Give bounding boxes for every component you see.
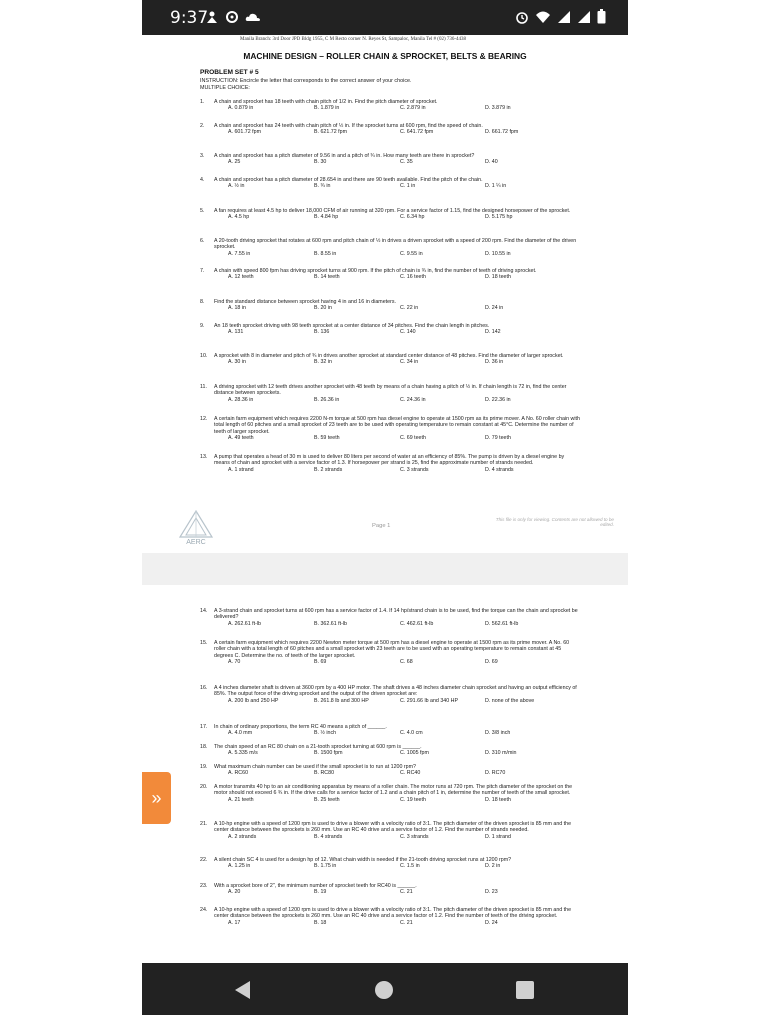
question-item <box>200 153 580 166</box>
option-b: B. 621.72 fpm <box>314 129 347 136</box>
wifi-icon <box>535 10 551 24</box>
question-number: 24. <box>200 907 208 913</box>
question-number: 20. <box>200 784 208 790</box>
option-a: A. 30 in <box>228 359 246 366</box>
question-item <box>200 299 580 312</box>
document-viewer[interactable] <box>142 35 628 963</box>
option-d: D. 310 m/min <box>485 750 517 757</box>
option-b: B. 1.75 in <box>314 863 337 870</box>
question-item <box>200 640 580 665</box>
alarm-icon <box>515 10 529 24</box>
option-d: D. 24 <box>485 919 498 926</box>
option-d: D. 24 in <box>485 305 504 312</box>
question-item <box>200 177 580 190</box>
recents-square-icon[interactable] <box>514 979 536 1001</box>
question-number: 14. <box>200 608 208 614</box>
battery-icon <box>597 9 606 24</box>
option-d: D. 69 <box>485 658 498 665</box>
option-d: D. 2 in <box>485 863 501 870</box>
question-text: A 20-tooth driving sprocket that rotates at 600 rpm and pitch chain of ½ in drives a driven sprocket with a speed of 200 rpm. Find the diameter of the driven sprocket. <box>214 238 577 251</box>
question-item <box>200 764 580 777</box>
question-text: What maximum chain number can be used if the small sprocket is to run at 1200 rpm? <box>214 764 416 770</box>
page-2 <box>142 585 628 963</box>
question-number: 12. <box>200 416 208 422</box>
question-item <box>200 384 580 403</box>
option-d: D. 1 ¼ in <box>485 183 507 190</box>
question-text: A 10-hp engine with a speed of 1200 rpm is used to drive a blower with a velocity ratio of 3:1. The pitch diameter of the driven sprocket is 85 mm and the center distance between the sprockets is 260 mm. Use an RC 40 drive and a service factor of 1.2. Find the number of strands needed. <box>214 821 572 834</box>
option-c: C. 35 <box>400 159 413 166</box>
option-d: D. 4 strands <box>485 466 514 473</box>
home-circle-icon[interactable] <box>373 979 395 1001</box>
question-number: 16. <box>200 685 208 691</box>
option-a: A. RC60 <box>228 770 249 777</box>
question-text: A chain and sprocket has 24 teeth with chain pitch of ½ in. If the sprocket turns at 600 rpm, find the speed of chain. <box>214 123 483 129</box>
signal-icon <box>557 10 571 24</box>
option-d: D. 18 teeth <box>485 274 511 281</box>
option-c: C. 19 teeth <box>400 796 426 803</box>
question-text: A motor transmits 40 hp to an air conditioning apparatus by means of a roller chain. The motor runs at 720 rpm. The pitch diameter of the sprocket on the motor should not exceed 6 ¾ in. If the drive calls for a service factor of 1.2 and a chain pitch of 1 in, determine the number of teeth of the small sprocket. <box>214 784 573 797</box>
question-item <box>200 454 580 473</box>
instruction-text: INSTRUCTION: Encircle the letter that corresponds to the correct answer of your choice. <box>200 78 412 84</box>
answer-options <box>228 274 580 281</box>
question-item <box>200 907 580 926</box>
answer-options <box>228 329 580 336</box>
question-item <box>200 857 580 870</box>
question-text: A pump that operates a head of 30 m is used to deliver 80 liters per second of water at an efficiency of 85%. The pump is driven by a diesel engine by means of chain and sprocket with a service factor of 1.3. If horsepower per strand is 25, find the approximate number of strands needed. <box>214 454 565 467</box>
answer-options <box>228 834 580 841</box>
multiple-choice-label: MULTIPLE CHOICE: <box>200 85 250 91</box>
option-d: D. 562.61 ft-lb <box>485 620 519 627</box>
option-b: B. 19 <box>314 889 327 896</box>
side-panel-toggle[interactable] <box>142 772 171 824</box>
option-a: A. 21 teeth <box>228 796 254 803</box>
option-b: B. 14 teeth <box>314 274 340 281</box>
option-c: C. 641.72 fpm <box>400 129 434 136</box>
option-d: D. 40 <box>485 159 498 166</box>
question-text: A 10-hp engine with a speed of 1200 rpm is used to drive a blower with a velocity ratio of 3:1. The pitch diameter of the driven sprocket is 85 mm and the center distance between the sprockets is 260 mm. Use an RC 40 drive and a service factor of 1.2. Find the number of teeth of the driving sprocket. <box>214 907 572 920</box>
answer-options <box>228 750 580 757</box>
option-a: A. 0.879 in <box>228 105 254 112</box>
option-c: C. 140 <box>400 329 416 336</box>
question-text: A chain and sprocket has a pitch diameter of 9.56 in and a pitch of ¾ in. How many teeth are there in sprocket? <box>214 153 475 159</box>
question-item <box>200 99 580 112</box>
answer-options <box>228 435 580 442</box>
answer-options <box>228 659 580 666</box>
answer-options <box>228 621 580 628</box>
person-upload-icon <box>205 10 219 24</box>
question-text: A sprocket with 8 in diameter and pitch of ¾ in drives another sprocket at standard center distance of 48 pitches. Find the diameter of larger sprocket. <box>214 353 564 359</box>
question-number: 6. <box>200 238 205 244</box>
option-c: C. 291.66 lb and 340 HP <box>400 697 459 704</box>
question-item <box>200 208 580 221</box>
option-c: C. 1 in <box>400 183 416 190</box>
answer-options <box>228 183 580 190</box>
option-d: D. 3.879 in <box>485 105 511 112</box>
question-number: 15. <box>200 640 208 646</box>
option-a: A. 5.335 m/s <box>228 750 258 757</box>
answer-options <box>228 797 580 804</box>
question-number: 11. <box>200 384 207 390</box>
option-b: B. 32 in <box>314 359 332 366</box>
question-number: 23. <box>200 883 208 889</box>
option-b: B. ½ inch <box>314 730 337 737</box>
question-text: A certain farm equipment which requires 2200 Newton meter torque at 500 rpm has a diesel engine to operate at 1500 rpm as its prime mover. A No. 60 roller chain with a total length of 60 pitches and a small sprocket with 23 teeth are to be used with an operating temperature to remain constant at 45 degrees C. Determine the no. of teeth of the larger sprocket. <box>214 640 570 659</box>
question-text: A certain farm equipment which requires 2200 N-m torque at 500 rpm has diesel engine to operate at 1500 rpm as its prime mover. A No. 60 roller chain with total length of 60 pitches and a small sprocket of 23 teeth are to be used with operating temperature to remain constant at 45°C. Determine the number of teeth of larger sprocket. <box>214 416 580 435</box>
option-b: B. 136 <box>314 329 330 336</box>
answer-options <box>228 214 580 221</box>
question-number: 21. <box>200 821 208 827</box>
option-d: D. 18 teeth <box>485 796 511 803</box>
answer-options <box>228 359 580 366</box>
question-number: 7. <box>200 268 205 274</box>
question-text: A fan requires at least 4.5 hp to deliver 18,000 CFM of air running at 320 rpm. For a service factor of 1.15, find the designed horsepower of the sprocket. <box>214 208 571 214</box>
page-1 <box>142 35 628 553</box>
option-a: A. 12 teeth <box>228 274 254 281</box>
back-triangle-icon[interactable] <box>232 979 254 1001</box>
cloud-icon <box>245 10 261 24</box>
option-b: B. ¾ in <box>314 183 331 190</box>
option-a: A. 25 <box>228 159 241 166</box>
option-c: C. 16 teeth <box>400 274 426 281</box>
question-item <box>200 353 580 366</box>
question-text: A silent chain SC 4 is used for a design hp of 12. What chain width is needed if the 21-tooth driving sprocket runs at 1200 rpm? <box>214 857 512 863</box>
option-c: C. 3 strands <box>400 466 429 473</box>
question-text: The chain speed of an RC 80 chain on a 21-tooth sprocket turning at 600 rpm is ______. <box>214 744 422 750</box>
option-d: D. 36 in <box>485 359 504 366</box>
option-a: A. 20 <box>228 889 241 896</box>
question-text: A 4 inches diameter shaft is driven at 3600 rpm by a 400 HP motor. The shaft drives a 48 inches diameter chain sprocket and having an output efficiency of 85%. The output force of the driving sprocket and the output of the driven sprocket are: <box>214 685 577 698</box>
option-d: D. 1 strand <box>485 833 511 840</box>
option-c: C. 69 teeth <box>400 434 426 441</box>
answer-options <box>228 129 580 136</box>
option-a: A. 601.72 fpm <box>228 129 261 136</box>
option-d: D. 661.72 fpm <box>485 129 519 136</box>
double-chevron-right-icon: » <box>151 788 162 808</box>
option-b: B. 59 teeth <box>314 434 340 441</box>
sync-icon <box>225 10 239 24</box>
answer-options <box>228 730 580 737</box>
question-number: 19. <box>200 764 208 770</box>
question-item <box>200 416 580 441</box>
option-a: A. 17 <box>228 919 241 926</box>
question-item <box>200 883 580 896</box>
answer-options <box>228 467 580 474</box>
option-b: B. 261.8 lb and 300 HP <box>314 697 369 704</box>
option-b: B. 26.36 in <box>314 396 340 403</box>
option-a: A. ½ in <box>228 183 245 190</box>
option-c: C. 3 strands <box>400 833 429 840</box>
question-item <box>200 744 580 757</box>
option-a: A. 262.61 ft-lb <box>228 620 261 627</box>
option-b: B. 4 strands <box>314 833 343 840</box>
option-d: D. RC70 <box>485 770 506 777</box>
option-c: C. 2.879 in <box>400 105 426 112</box>
option-a: A. 200 lb and 250 HP <box>228 697 279 704</box>
question-text: Find the standard distance between sprocket having 4 in and 16 in diameters. <box>214 299 396 305</box>
answer-options <box>228 889 580 896</box>
aerc-logo <box>178 509 214 545</box>
view-only-notice: This file is only for viewing. Contents are not allowed to be edited. <box>495 517 614 527</box>
question-item <box>200 323 580 336</box>
problem-set-heading: PROBLEM SET # 5 <box>200 69 259 76</box>
option-a: A. 70 <box>228 658 241 665</box>
option-c: C. 21 <box>400 889 413 896</box>
answer-options <box>228 698 580 705</box>
status-time: 9:37 <box>170 8 209 28</box>
option-d: D. 10.55 in <box>485 250 511 257</box>
question-text: A chain with speed 800 fpm has driving sprocket turns at 900 rpm. If the pitch of chain is ¾ in, find the number of teeth of driving sprocket. <box>214 268 537 274</box>
question-number: 17. <box>200 724 208 730</box>
answer-options <box>228 770 580 777</box>
answer-options <box>228 251 580 258</box>
option-c: C. 21 <box>400 919 413 926</box>
question-item <box>200 685 580 704</box>
question-number: 13. <box>200 454 208 460</box>
option-c: C. 9.55 in <box>400 250 423 257</box>
status-bar <box>142 0 628 35</box>
option-c: C. RC40 <box>400 770 421 777</box>
question-text: An 18 teeth sprocket driving with 98 teeth sprocket at a center distance of 34 pitches. Find the chain length in pitches. <box>214 323 490 329</box>
option-d: D. 5.175 hp <box>485 214 513 221</box>
question-text: With a sprocket bore of 2", the minimum number of sprocket teeth for RC40 is ______. <box>214 883 417 889</box>
option-c: C. 1.5 in <box>400 863 420 870</box>
option-c: C. 68 <box>400 658 413 665</box>
option-b: B. 69 <box>314 658 327 665</box>
question-number: 4. <box>200 177 205 183</box>
option-c: C. 1005 fpm <box>400 750 429 757</box>
answer-options <box>228 105 580 112</box>
question-item <box>200 724 580 737</box>
question-item <box>200 123 580 136</box>
question-number: 18. <box>200 744 208 750</box>
question-item <box>200 821 580 840</box>
answer-options <box>228 397 580 404</box>
option-c: C. 4.0 cm <box>400 730 423 737</box>
option-b: B. 18 <box>314 919 327 926</box>
option-c: C. 34 in <box>400 359 419 366</box>
option-d: D. 23 <box>485 889 498 896</box>
option-a: A. 131 <box>228 329 244 336</box>
option-c: C. 22 in <box>400 305 419 312</box>
option-b: B. RC80 <box>314 770 335 777</box>
svg-text:AERC: AERC <box>186 539 206 545</box>
option-b: B. 362.61 ft-lb <box>314 620 347 627</box>
option-b: B. 30 <box>314 159 327 166</box>
question-number: 3. <box>200 153 205 159</box>
question-number: 8. <box>200 299 205 305</box>
navigation-bar <box>142 963 628 1015</box>
option-a: A. 4.0 mm <box>228 730 253 737</box>
question-text: A chain and sprocket has 18 teeth with chain pitch of 1/2 in. Find the pitch diameter of sprocket. <box>214 99 438 105</box>
option-c: C. 6.34 hp <box>400 214 425 221</box>
option-a: A. 2 strands <box>228 833 257 840</box>
question-text: A chain and sprocket has a pitch diameter of 28.654 in and there are 90 teeth available. Find the pitch of the chain. <box>214 177 483 183</box>
question-number: 22. <box>200 857 208 863</box>
question-text: A driving sprocket with 12 teeth drives another sprocket with 48 teeth by means of a chain having a pitch of ½ in. If chain length is 72 in, find the center distance between sprockets. <box>214 384 567 397</box>
answer-options <box>228 159 580 166</box>
option-d: D. 22.36 in <box>485 396 511 403</box>
question-number: 5. <box>200 208 205 214</box>
option-c: C. 24.36 in <box>400 396 426 403</box>
option-b: B. 2 strands <box>314 466 343 473</box>
question-number: 1. <box>200 99 205 105</box>
answer-options <box>228 920 580 927</box>
option-a: A. 28.36 in <box>228 396 254 403</box>
option-a: A. 4.5 hp <box>228 214 250 221</box>
option-b: B. 1.879 in <box>314 105 340 112</box>
question-text: A 3-strand chain and sprocket turns at 600 rpm has a service factor of 1.4. If 14 hp/strand chain is to be used, find the torque can the chain and sprocket be delivered? <box>214 608 578 621</box>
question-item <box>200 608 580 627</box>
question-number: 9. <box>200 323 205 329</box>
option-d: D. none of the above <box>485 697 535 704</box>
option-b: B. 8.55 in <box>314 250 337 257</box>
page-number: Page 1 <box>372 523 391 529</box>
answer-options <box>228 305 580 312</box>
page-separator <box>142 553 628 585</box>
question-item <box>200 784 580 803</box>
document-title: MACHINE DESIGN – ROLLER CHAIN & SPROCKET, BELTS & BEARING <box>243 51 527 61</box>
option-d: D. 79 teeth <box>485 434 511 441</box>
question-item <box>200 268 580 281</box>
option-c: C. 462.61 ft-lb <box>400 620 434 627</box>
option-a: A. 1.25 in <box>228 863 251 870</box>
option-b: B. 20 in <box>314 305 332 312</box>
option-b: B. 25 teeth <box>314 796 340 803</box>
signal-2-icon <box>577 10 591 24</box>
option-a: A. 49 teeth <box>228 434 254 441</box>
option-b: B. 1500 fpm <box>314 750 343 757</box>
answer-options <box>228 863 580 870</box>
header-address: Manila Branch: 3rd Door JPD Bldg 1955, C M Recto corner N. Reyes St, Sampaloc, Manila Tel # (02) 736-4438 <box>240 37 467 42</box>
question-item <box>200 238 580 257</box>
option-d: D. 3/8 inch <box>485 730 511 737</box>
option-b: B. 4.84 hp <box>314 214 339 221</box>
question-number: 2. <box>200 123 205 129</box>
option-a: A. 7.55 in <box>228 250 251 257</box>
question-number: 10. <box>200 353 208 359</box>
question-text: In chain of ordinary proportions, the term RC 40 means a pitch of ______. <box>214 724 387 730</box>
option-a: A. 18 in <box>228 305 246 312</box>
option-a: A. 1 strand <box>228 466 254 473</box>
option-d: D. 142 <box>485 329 501 336</box>
